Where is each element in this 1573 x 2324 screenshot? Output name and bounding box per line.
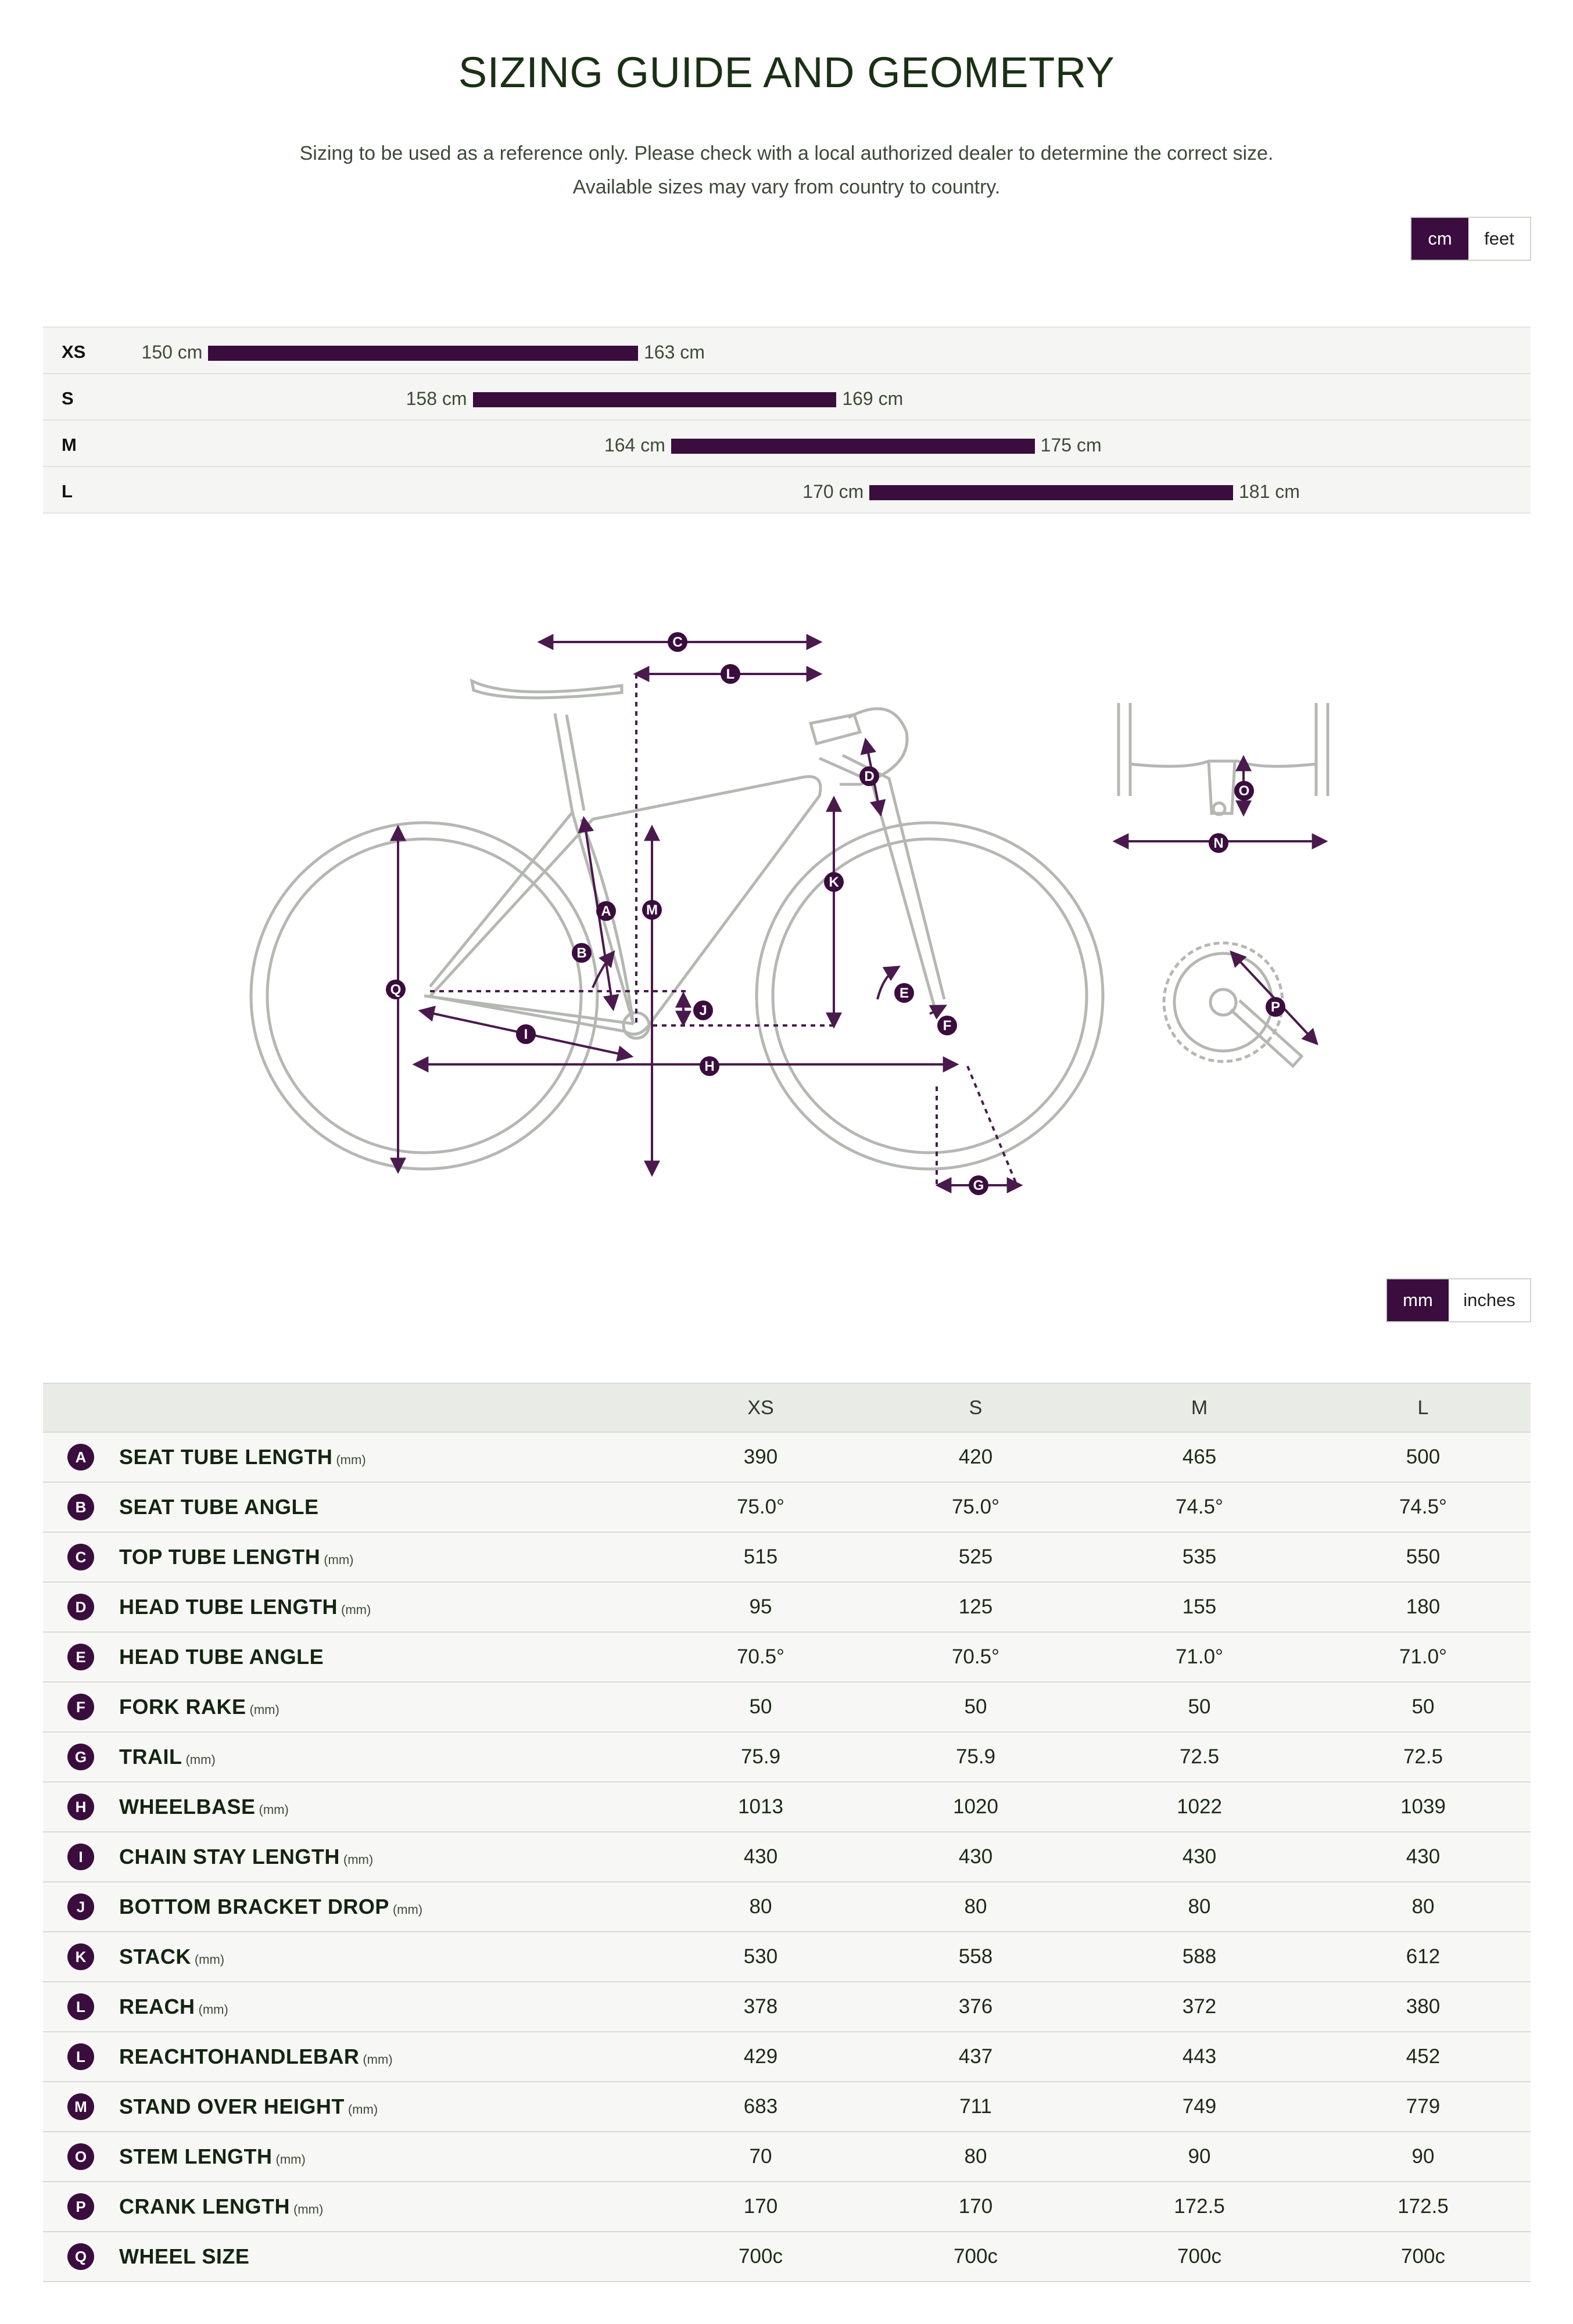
geometry-row [43, 1832, 1531, 1882]
row-value-s: 558 [868, 1932, 1083, 1982]
diagram-label-markers [386, 632, 1285, 1195]
unit-cm-button[interactable]: cm [1411, 218, 1468, 260]
label-l-marker [721, 664, 740, 684]
row-unit: (mm) [341, 1602, 371, 1617]
row-value-xs: 515 [653, 1532, 868, 1582]
geometry-row [43, 2032, 1531, 2082]
size-range-bar [473, 392, 837, 407]
row-value-l: 380 [1316, 1982, 1531, 2032]
geometry-row [43, 1432, 1531, 1482]
geometry-row [43, 1982, 1531, 2032]
row-measure-name: WHEEL SIZE [119, 2244, 250, 2268]
row-value-xs: 95 [653, 1582, 868, 1632]
geometry-row [43, 1532, 1531, 1582]
row-value-l: 779 [1316, 2082, 1531, 2132]
geometry-row [43, 1482, 1531, 1532]
row-value-l: 50 [1316, 1682, 1531, 1732]
row-value-s: 50 [868, 1682, 1083, 1732]
geometry-row [43, 1932, 1531, 1982]
label-i-marker [516, 1024, 536, 1044]
row-measure-name: BOTTOM BRACKET DROP [119, 1895, 389, 1918]
row-value-xs: 530 [653, 1932, 868, 1982]
geometry-table [43, 1383, 1531, 2282]
row-value-s: 376 [868, 1982, 1083, 2032]
row-value-l: 80 [1316, 1882, 1531, 1932]
row-value-xs: 429 [653, 2032, 868, 2082]
size-range-label: M [62, 435, 77, 455]
label-c-marker [668, 632, 687, 652]
label-e-marker [894, 983, 914, 1003]
row-measure-name: HEAD TUBE LENGTH [119, 1595, 338, 1619]
row-value-s: 75.0° [868, 1482, 1083, 1532]
label-o-marker [1234, 781, 1254, 801]
row-value-xs: 378 [653, 1982, 868, 2032]
size-range-label: S [62, 388, 74, 408]
svg-text:J: J [699, 1003, 707, 1018]
size-range-min: 158 cm [406, 388, 467, 409]
size-range-max: 181 cm [1239, 481, 1300, 502]
label-a-marker [596, 901, 616, 921]
label-b-marker [572, 943, 592, 963]
row-value-m: 72.5 [1083, 1732, 1316, 1782]
row-value-m: 90 [1083, 2132, 1316, 2182]
svg-text:L: L [726, 666, 735, 682]
row-unit: (mm) [293, 2202, 324, 2217]
row-measure-name: SEAT TUBE ANGLE [119, 1495, 319, 1519]
geometry-row [43, 2082, 1531, 2132]
geometry-row [43, 1882, 1531, 1932]
row-measure-name: STEM LENGTH [119, 2144, 273, 2168]
geometry-row [43, 1782, 1531, 1832]
col-size-xs: XS [653, 1383, 868, 1432]
unit-mm-button[interactable]: mm [1387, 1279, 1449, 1321]
availability-note: Available sizes may vary from country to country. [572, 176, 1001, 198]
row-badge: G [67, 1744, 94, 1770]
row-unit: (mm) [275, 2152, 306, 2167]
row-value-l: 71.0° [1316, 1632, 1531, 1682]
row-measure-name: CRANK LENGTH [119, 2194, 290, 2218]
row-value-xs: 170 [653, 2182, 868, 2232]
row-value-m: 700c [1083, 2232, 1316, 2282]
col-size-l: L [1316, 1383, 1531, 1432]
label-g-marker [969, 1175, 988, 1195]
row-badge: A [67, 1444, 94, 1471]
row-value-m: 71.0° [1083, 1632, 1316, 1682]
label-p-marker [1266, 997, 1285, 1017]
row-unit: (mm) [363, 2052, 393, 2067]
size-range-min: 164 cm [604, 435, 665, 456]
svg-text:Q: Q [390, 982, 402, 998]
row-value-l: 172.5 [1316, 2182, 1531, 2232]
row-value-m: 430 [1083, 1832, 1316, 1882]
row-measure-name: TRAIL [119, 1745, 182, 1769]
row-badge: B [67, 1494, 94, 1520]
size-range-max: 175 cm [1040, 435, 1102, 456]
svg-text:K: K [829, 874, 839, 890]
row-unit: (mm) [194, 1952, 225, 1967]
row-measure-name: REACH [119, 1995, 195, 2018]
row-value-s: 80 [868, 1882, 1083, 1932]
row-value-s: 525 [868, 1532, 1083, 1582]
geometry-row [43, 1732, 1531, 1782]
label-j-marker [693, 1000, 713, 1020]
row-value-s: 700c [868, 2232, 1083, 2282]
row-value-l: 90 [1316, 2132, 1531, 2182]
svg-text:D: D [864, 769, 875, 784]
unit-inches-button[interactable]: inches [1449, 1279, 1530, 1321]
label-h-marker [700, 1056, 719, 1076]
row-value-l: 430 [1316, 1832, 1531, 1882]
size-range-bar [208, 346, 638, 361]
row-badge: O [67, 2143, 94, 2170]
row-unit: (mm) [392, 1902, 423, 1917]
size-range-max: 163 cm [644, 342, 705, 363]
row-value-l: 452 [1316, 2032, 1531, 2082]
label-f-marker [937, 1016, 957, 1035]
row-value-l: 1039 [1316, 1782, 1531, 1832]
row-value-m: 372 [1083, 1982, 1316, 2032]
geometry-row [43, 2232, 1531, 2282]
size-range-chart [43, 327, 1531, 514]
row-value-s: 70.5° [868, 1632, 1083, 1682]
page-title: SIZING GUIDE AND GEOMETRY [458, 48, 1115, 96]
svg-text:H: H [704, 1059, 715, 1074]
unit-feet-button[interactable]: feet [1468, 218, 1530, 260]
col-size-s: S [868, 1383, 1083, 1432]
svg-text:G: G [973, 1178, 984, 1193]
row-measure-name: WHEELBASE [119, 1795, 256, 1819]
svg-text:C: C [672, 634, 683, 650]
row-value-xs: 390 [653, 1432, 868, 1482]
row-measure-name: STAND OVER HEIGHT [119, 2095, 345, 2118]
row-value-xs: 75.9 [653, 1732, 868, 1782]
svg-text:E: E [899, 985, 909, 1001]
row-badge: C [67, 1544, 94, 1570]
row-value-l: 72.5 [1316, 1732, 1531, 1782]
svg-text:I: I [524, 1027, 528, 1042]
row-measure-name: CHAIN STAY LENGTH [119, 1845, 340, 1868]
row-value-m: 588 [1083, 1932, 1316, 1982]
row-value-xs: 1013 [653, 1782, 868, 1832]
row-measure-name: STACK [119, 1945, 191, 1968]
size-range-max: 169 cm [842, 388, 904, 409]
row-badge: Q [67, 2243, 94, 2270]
row-unit: (mm) [185, 1752, 216, 1767]
row-badge: L [67, 1993, 94, 2020]
row-unit: (mm) [324, 1552, 354, 1567]
row-measure-name: SEAT TUBE LENGTH [119, 1445, 333, 1469]
geometry-row [43, 1682, 1531, 1732]
size-range-label: L [62, 481, 73, 501]
svg-text:A: A [601, 903, 611, 919]
row-badge: E [67, 1644, 94, 1670]
row-value-s: 711 [868, 2082, 1083, 2132]
row-value-xs: 75.0° [653, 1482, 868, 1532]
row-value-xs: 430 [653, 1832, 868, 1882]
sizing-note: Sizing to be used as a reference only. Please check with a local authorized dealer to determine the correct size. [299, 142, 1274, 164]
label-k-marker [824, 872, 844, 892]
row-value-xs: 80 [653, 1882, 868, 1932]
row-unit: (mm) [336, 1452, 366, 1467]
size-range-row [43, 327, 1531, 373]
row-badge: P [67, 2193, 94, 2220]
svg-text:P: P [1270, 999, 1281, 1015]
row-value-l: 700c [1316, 2232, 1531, 2282]
geometry-row [43, 2182, 1531, 2232]
row-unit: (mm) [198, 2002, 228, 2017]
row-measure-name: TOP TUBE LENGTH [119, 1545, 321, 1569]
row-unit: (mm) [347, 2102, 378, 2117]
size-range-bar [671, 439, 1035, 454]
col-size-m: M [1083, 1383, 1316, 1432]
row-value-xs: 70 [653, 2132, 868, 2182]
row-value-m: 443 [1083, 2032, 1316, 2082]
row-unit: (mm) [343, 1852, 374, 1867]
geometry-row [43, 1582, 1531, 1632]
size-range-bar [869, 485, 1233, 500]
row-unit: (mm) [249, 1702, 280, 1717]
size-range-row [43, 466, 1531, 514]
row-badge: M [67, 2093, 94, 2120]
geometry-unit-toggle [1386, 1278, 1531, 1322]
label-d-marker [859, 766, 879, 786]
row-value-l: 500 [1316, 1432, 1531, 1482]
row-value-l: 180 [1316, 1582, 1531, 1632]
row-value-xs: 50 [653, 1682, 868, 1732]
row-value-m: 50 [1083, 1682, 1316, 1732]
row-value-l: 550 [1316, 1532, 1531, 1582]
row-badge: D [67, 1594, 94, 1620]
size-range-row [43, 373, 1531, 419]
size-range-row [43, 419, 1531, 466]
row-value-m: 1022 [1083, 1782, 1316, 1832]
row-value-m: 74.5° [1083, 1482, 1316, 1532]
row-value-s: 80 [868, 2132, 1083, 2182]
row-badge: F [67, 1694, 94, 1720]
label-q-marker [386, 980, 406, 999]
row-value-xs: 683 [653, 2082, 868, 2132]
row-value-s: 75.9 [868, 1732, 1083, 1782]
row-value-l: 74.5° [1316, 1482, 1531, 1532]
row-unit: (mm) [259, 1802, 289, 1817]
row-measure-name: FORK RAKE [119, 1695, 246, 1719]
row-measure-name: HEAD TUBE ANGLE [119, 1645, 324, 1669]
svg-text:B: B [576, 945, 587, 961]
size-range-min: 170 cm [802, 481, 864, 502]
svg-text:M: M [646, 902, 658, 918]
row-value-s: 437 [868, 2032, 1083, 2082]
size-range-label: XS [62, 342, 86, 362]
geometry-row [43, 2132, 1531, 2182]
row-value-xs: 700c [653, 2232, 868, 2282]
row-badge: J [67, 1893, 94, 1920]
bike-outline [251, 681, 1328, 1169]
row-value-xs: 70.5° [653, 1632, 868, 1682]
row-badge: H [67, 1794, 94, 1820]
row-value-m: 535 [1083, 1532, 1316, 1582]
svg-text:O: O [1238, 783, 1250, 799]
row-badge: K [67, 1943, 94, 1970]
label-n-marker [1209, 833, 1228, 853]
row-value-m: 155 [1083, 1582, 1316, 1632]
svg-text:N: N [1213, 835, 1224, 851]
row-measure-name: REACHTOHANDLEBAR [119, 2045, 360, 2068]
row-value-s: 125 [868, 1582, 1083, 1632]
row-value-s: 170 [868, 2182, 1083, 2232]
row-value-l: 612 [1316, 1932, 1531, 1982]
row-badge: I [67, 1844, 94, 1870]
row-badge: L [67, 2043, 94, 2070]
geometry-row [43, 1632, 1531, 1682]
row-value-s: 420 [868, 1432, 1083, 1482]
row-value-s: 430 [868, 1832, 1083, 1882]
svg-text:F: F [943, 1018, 952, 1034]
row-value-s: 1020 [868, 1782, 1083, 1832]
geometry-diagram [232, 604, 1336, 1214]
size-range-min: 150 cm [141, 342, 203, 363]
geometry-header-row [43, 1383, 1531, 1432]
row-value-m: 749 [1083, 2082, 1316, 2132]
row-value-m: 465 [1083, 1432, 1316, 1482]
row-value-m: 80 [1083, 1882, 1316, 1932]
label-m-marker [642, 900, 662, 920]
height-unit-toggle [1410, 217, 1531, 261]
row-value-m: 172.5 [1083, 2182, 1316, 2232]
